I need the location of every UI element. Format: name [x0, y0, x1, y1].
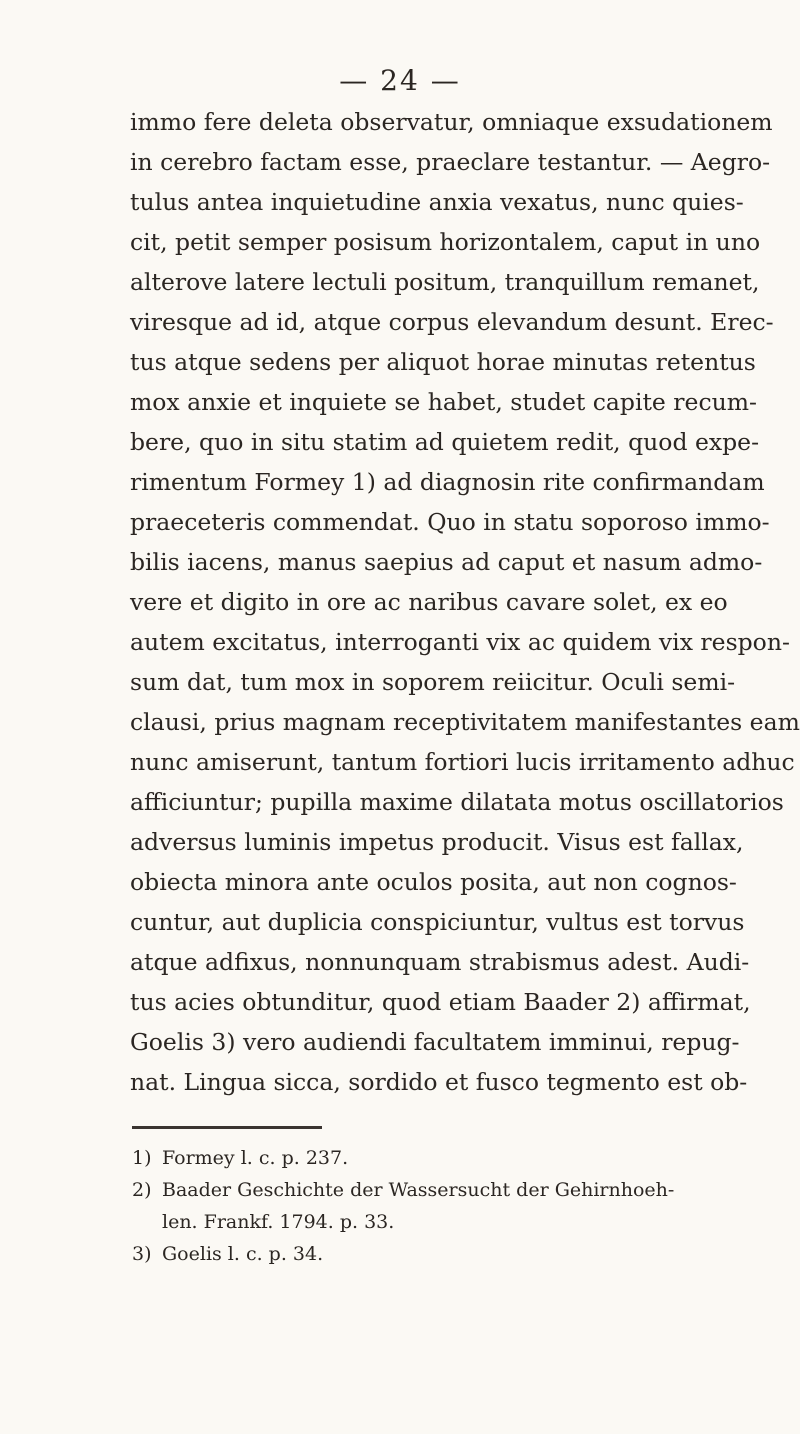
text-line: in cerebro factam esse, praeclare testantur. — Aegro- [130, 148, 771, 176]
text-line: adversus luminis impetus producit. Visus est fallax, [130, 828, 744, 856]
footnote-1 [132, 1143, 348, 1173]
text-line: vere et digito in ore ac naribus cavare solet, ex eo [130, 588, 728, 616]
text-line: mox anxie et inquiete se habet, studet capite recum- [130, 388, 757, 416]
footnote-text: Formey l. c. p. 237. [162, 1147, 349, 1169]
text-line: praeceteris commendat. Quo in statu soporoso immo- [130, 508, 770, 536]
footnote-text: Baader Geschichte der Wassersucht der Gehirnhoeh- [162, 1179, 675, 1201]
text-line: bere, quo in situ statim ad quietem redit, quod expe- [130, 428, 760, 456]
text-line: clausi, prius magnam receptivitatem manifestantes eam [130, 708, 800, 736]
text-line: atque adfixus, nonnunquam strabismus adest. Audi- [130, 948, 750, 976]
footnote-text: Goelis l. c. p. 34. [162, 1243, 324, 1265]
footnote-divider [132, 1126, 322, 1129]
footnote-2 [132, 1175, 674, 1205]
text-line: tulus antea inquietudine anxia vexatus, nunc quies- [130, 188, 744, 216]
text-line: autem excitatus, interroganti vix ac quidem vix respon- [130, 628, 790, 656]
text-line: cit, petit semper posisum horizontalem, caput in uno [130, 228, 761, 256]
text-line: Goelis 3) vero audiendi facultatem imminui, repug- [130, 1028, 740, 1056]
footnote-marker: 1) [132, 1147, 152, 1169]
text-line: viresque ad id, atque corpus elevandum desunt. Erec- [130, 308, 774, 336]
text-line: cuntur, aut duplicia conspiciuntur, vultus est torvus [130, 908, 745, 936]
text-line: nunc amiserunt, tantum fortiori lucis irritamento adhuc [130, 748, 795, 776]
text-line: bilis iacens, manus saepius ad caput et nasum admo- [130, 548, 763, 576]
footnote-marker: 2) [132, 1179, 152, 1201]
text-line: obiecta minora ante oculos posita, aut non cognos- [130, 868, 737, 896]
text-line: tus acies obtunditur, quod etiam Baader 2) affirmat, [130, 988, 751, 1016]
footnote-marker: 3) [132, 1243, 152, 1265]
text-line: nat. Lingua sicca, sordido et fusco tegmento est ob- [130, 1068, 748, 1096]
text-line: immo fere deleta observatur, omniaque exsudationem [130, 108, 773, 136]
text-line: sum dat, tum mox in soporem reiicitur. Oculi semi- [130, 668, 736, 696]
text-line: tus atque sedens per aliquot horae minutas retentus [130, 348, 756, 376]
text-line: rimentum Formey 1) ad diagnosin rite confirmandam [130, 468, 765, 496]
footnote-2-continuation: len. Frankf. 1794. p. 33. [162, 1211, 395, 1233]
text-line: alterove latere lectuli positum, tranquillum remanet, [130, 268, 760, 296]
page-number: — 24 — [339, 64, 461, 97]
text-line: afficiuntur; pupilla maxime dilatata motus oscillatorios [130, 788, 784, 816]
footnote-3 [132, 1239, 323, 1269]
